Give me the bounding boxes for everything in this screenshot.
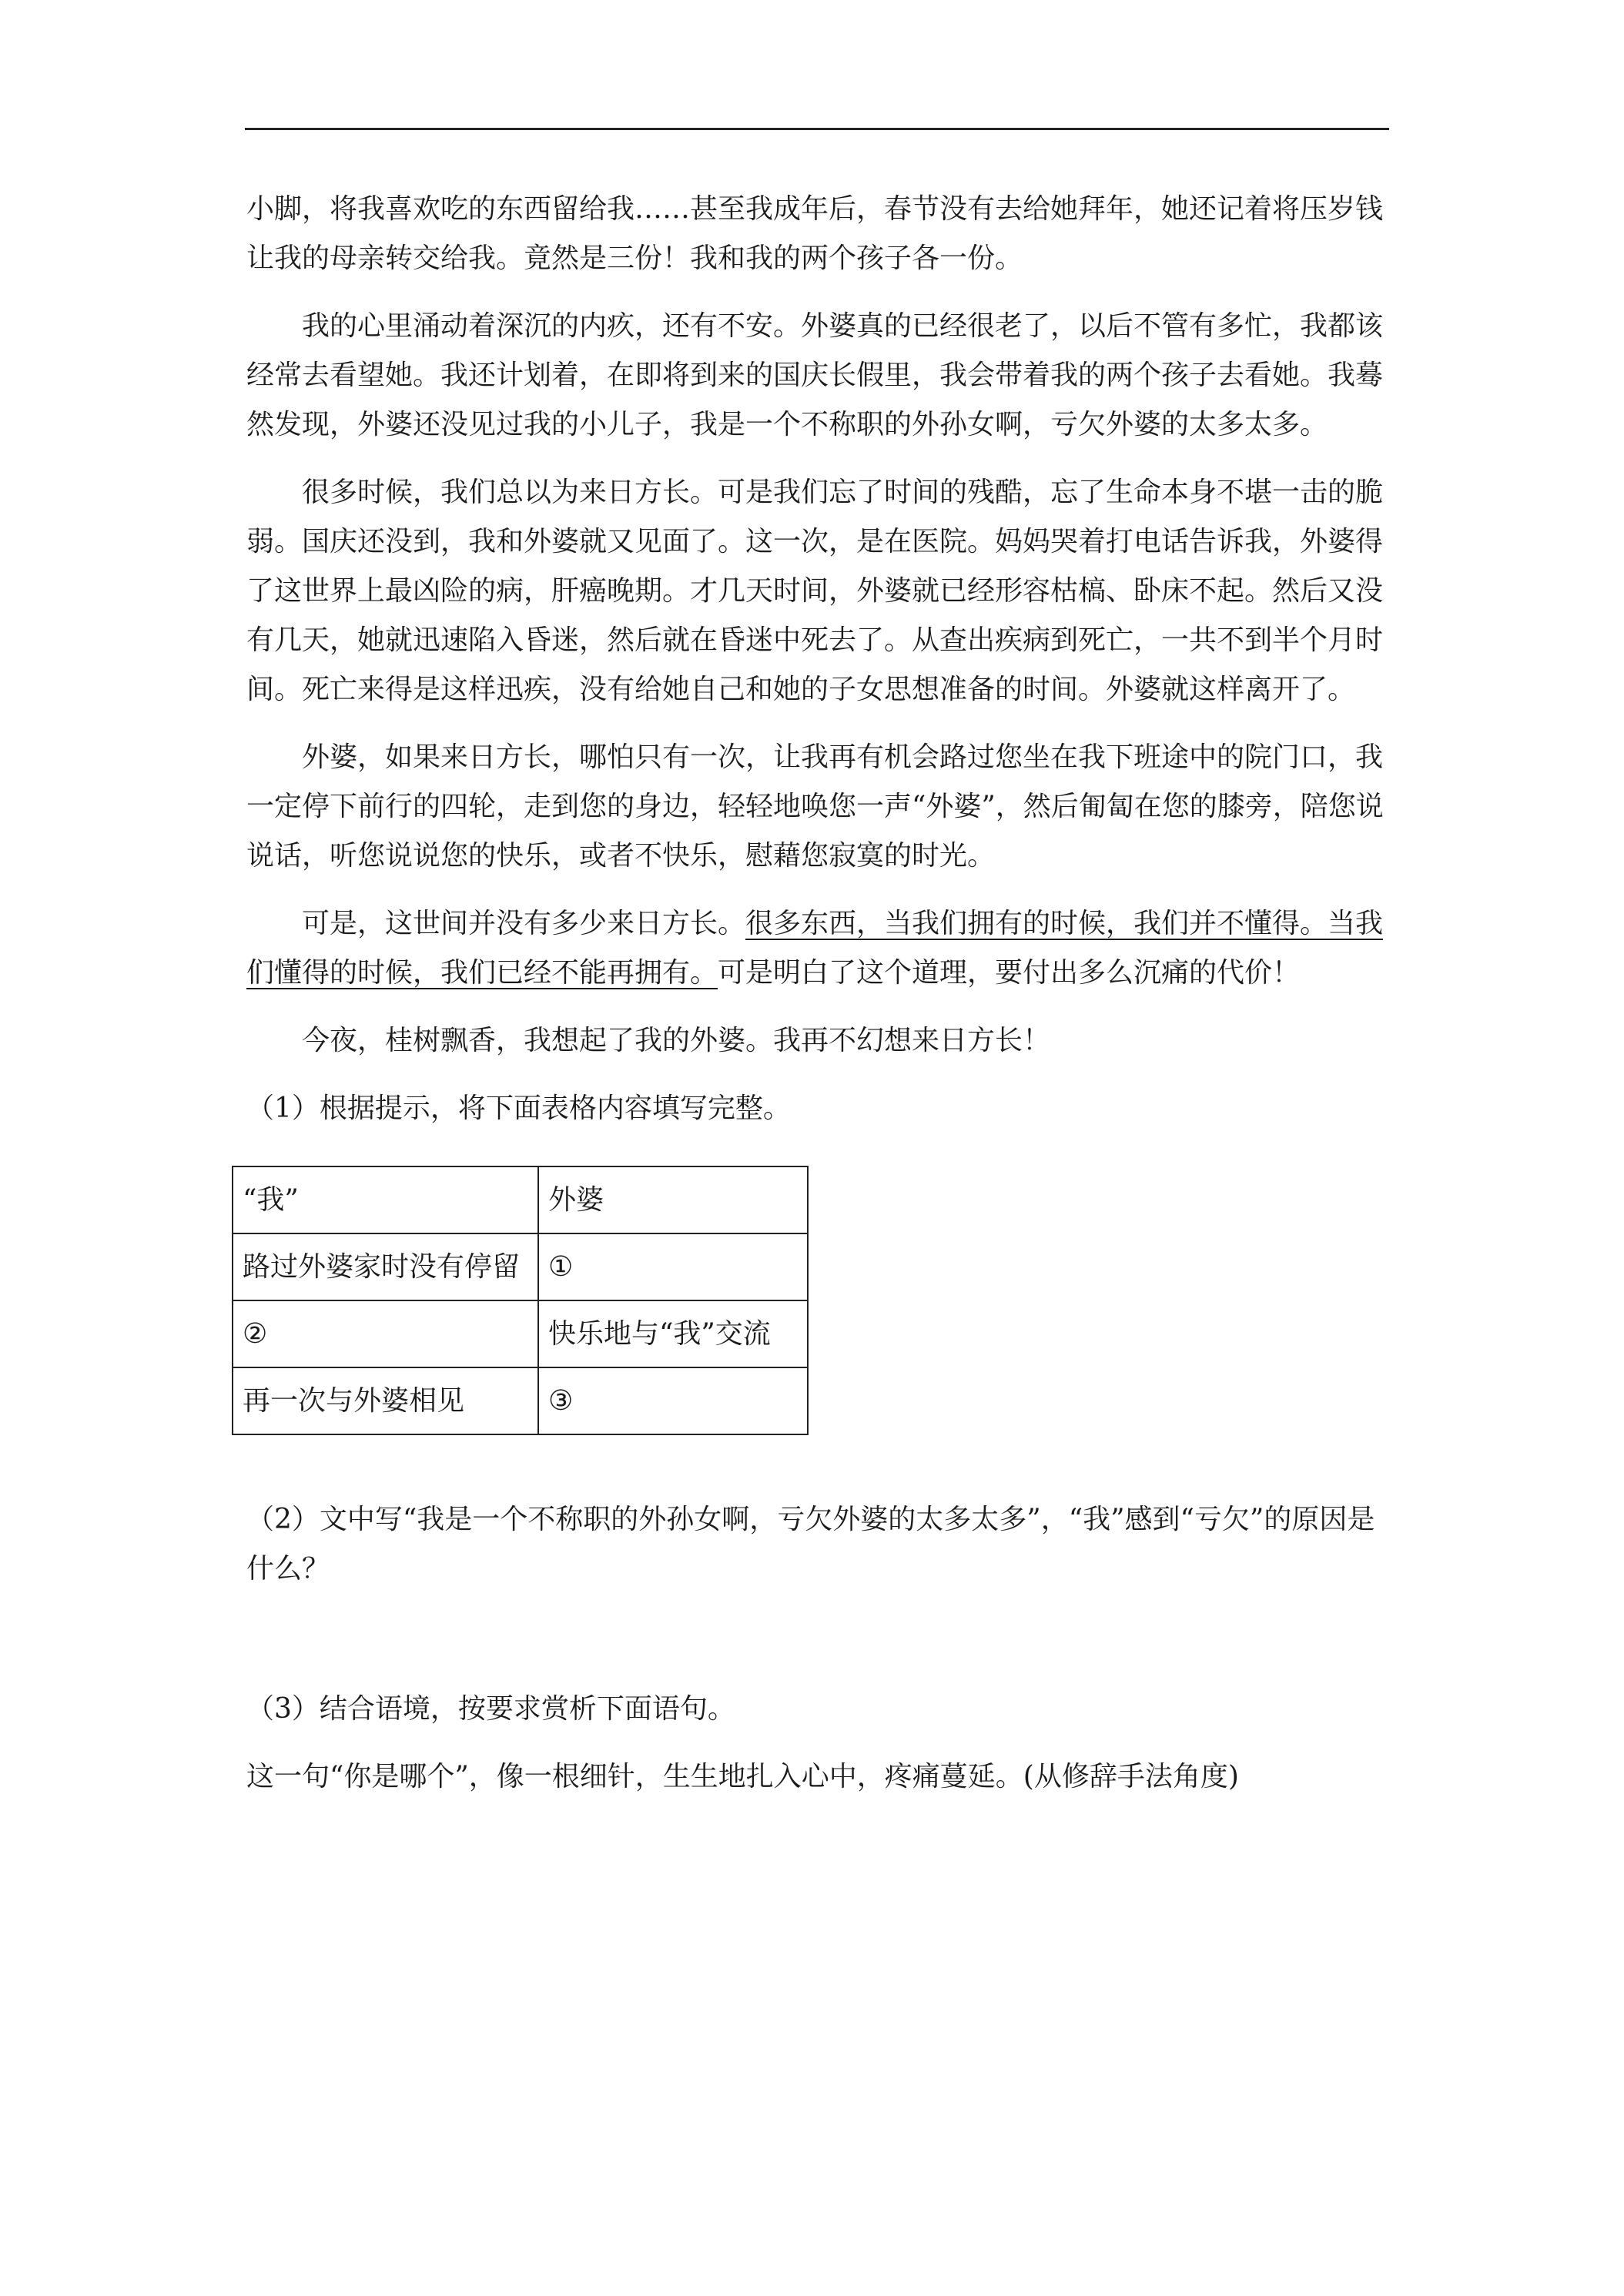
paragraph-5-before: 可是，这世间并没有多少来日方长。 [302,908,746,939]
question-2: （2）文中写“我是一个不称职的外孙女啊，亏欠外婆的太多太多”，“我”感到“亏欠”的原因是什么？ [246,1504,1375,1585]
question-3: （3）结合语境，按要求赏析下面语句。 [246,1693,735,1725]
paragraph-5-after: 可是明白了这个道理，要付出多么沉痛的代价！ [718,957,1301,989]
table-cell: “我” [233,1166,538,1233]
paragraph-2: 我的心里涌动着深沉的内疚，还有不安。外婆真的已经很老了，以后不管有多忙，我都该经常去看望她。我还计划着，在即将到来的国庆长假里，我会带着我的两个孩子去看她。我蓦然发现，外婆还没见过我的小儿子，我是一个不称职的外孙女啊，亏欠外婆的太多太多。 [246,310,1384,440]
table-cell: 再一次与外婆相见 [233,1367,538,1434]
question-3-sentence: 这一句“你是哪个”，像一根细针，生生地扎入心中，疼痛蔓延。(从修辞手法角度) [246,1761,1239,1792]
fill-in-table [232,1166,809,1435]
paragraph-3: 很多时候，我们总以为来日方长。可是我们忘了时间的残酷，忘了生命本身不堪一击的脆弱。国庆还没到，我和外婆就又见面了。这一次，是在医院。妈妈哭着打电话告诉我，外婆得了这世界上最凶险的病，肝癌晚期。才几天时间，外婆就已经形容枯槁、卧床不起。然后又没有几天，她就迅速陷入昏迷，然后就在昏迷中死去了。从查出疾病到死亡，一共不到半个月时间。死亡来得是这样迅疾，没有给她自己和她的子女思想准备的时间。外婆就这样离开了。 [246,477,1384,705]
table-cell: ③ [538,1367,808,1434]
table-cell: 外婆 [538,1166,808,1233]
paragraph-4: 外婆，如果来日方长，哪怕只有一次，让我再有机会路过您坐在我下班途中的院门口，我一定停下前行的四轮，走到您的身边，轻轻地唤您一声“外婆”，然后匍匐在您的膝旁，陪您说说话，听您说说您的快乐，或者不快乐，慰藉您寂寞的时光。 [246,741,1384,872]
table-row [233,1300,808,1367]
table-cell: ② [233,1300,538,1367]
table-cell: 路过外婆家时没有停留 [233,1233,538,1300]
table-row [233,1367,808,1434]
document-body [243,185,1389,1820]
table-cell: ① [538,1233,808,1300]
paragraph-1: 小脚，将我喜欢吃的东西留给我……甚至我成年后，春节没有去给她拜年，她还记着将压岁钱让我的母亲转交给我。竟然是三份！我和我的两个孩子各一份。 [246,193,1384,274]
table-cell: 快乐地与“我”交流 [538,1300,808,1367]
paragraph-6: 今夜，桂树飘香，我想起了我的外婆。我再不幻想来日方长！ [302,1025,1051,1056]
underlined-sentence: 很多东西，当我们拥有的时候，我们并不懂得。当我们懂得的时候，我们已经不能再拥有。 [246,908,1384,989]
table-row [233,1166,808,1233]
question-1: （1）根据提示，将下面表格内容填写完整。 [246,1093,791,1124]
paragraph-5 [246,899,1389,998]
table-row [233,1233,808,1300]
header-rule [245,128,1389,130]
